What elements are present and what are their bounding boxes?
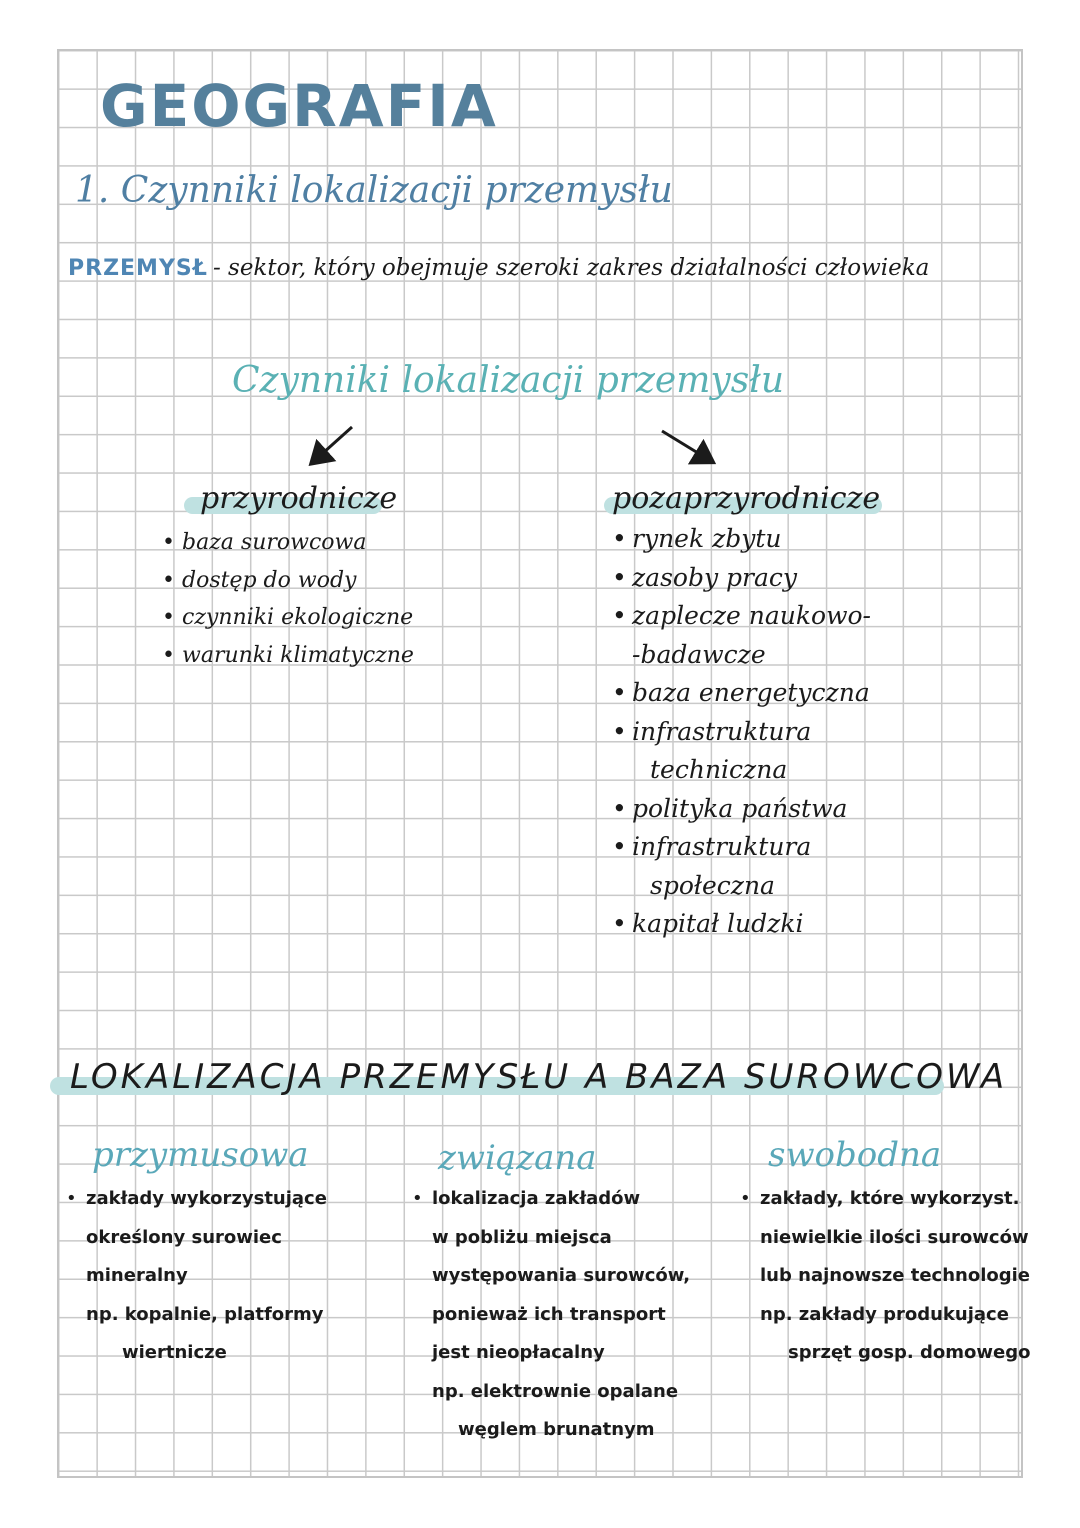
list-item: • baza energetyczna <box>612 674 871 713</box>
list-item: • dostęp do wody <box>162 562 414 600</box>
list-item: • polityka państwa <box>612 790 871 829</box>
list-item: • kapitał ludzki <box>612 905 871 944</box>
category-non-natural: pozaprzyrodnicze <box>612 481 881 516</box>
arrow-left <box>313 427 352 462</box>
page-title: GEOGRAFIA <box>100 72 498 140</box>
column-title-forced: przymusowa <box>92 1135 309 1175</box>
column-line: określony surowiec <box>86 1226 282 1248</box>
list-item: • infrastruktura <box>612 828 871 867</box>
diagram-title: Czynniki lokalizacji przemysłu <box>232 360 785 401</box>
column-free <box>760 1180 1030 1373</box>
column-title-related: związana <box>438 1138 597 1178</box>
category-natural: przyrodnicze <box>200 481 398 516</box>
column-line: • lokalizacja zakładów <box>432 1180 690 1219</box>
column-line: w pobliżu miejsca <box>432 1226 612 1248</box>
column-title-free: swobodna <box>768 1135 942 1175</box>
list-item: • czynniki ekologiczne <box>162 599 414 637</box>
section-title: LOKALIZACJA PRZEMYSŁU A BAZA SUROWCOWA <box>70 1057 1008 1097</box>
column-line: występowania surowców, <box>432 1265 691 1286</box>
column-line: np. kopalnie, platformy <box>86 1303 324 1325</box>
column-line: niewielkie ilości surowców <box>760 1226 1029 1248</box>
list-item: • zasoby pracy <box>612 559 871 598</box>
arrow-right <box>662 431 711 461</box>
column-line: • zakłady wykorzystujące <box>86 1180 327 1219</box>
column-line: mineralny <box>86 1265 188 1286</box>
list-item-continuation: -badawcze <box>632 639 766 669</box>
non-natural-factors-list <box>612 520 871 944</box>
column-line: sprzęt gosp. domowego <box>788 1342 1031 1363</box>
list-item: • baza surowcowa <box>162 524 414 562</box>
column-line: np. elektrownie opalane <box>432 1380 679 1402</box>
definition-text: - sektor, który obejmuje szeroki zakres działalności człowieka <box>212 255 930 281</box>
definition-term: PRZEMYSŁ <box>68 256 208 281</box>
list-item: • infrastruktura <box>612 713 871 752</box>
column-line: lub najnowsze technologie <box>760 1265 1031 1286</box>
list-item-continuation: społeczna <box>650 870 775 900</box>
column-forced <box>86 1180 327 1373</box>
column-related <box>432 1180 690 1450</box>
column-line: ponieważ ich transport <box>432 1303 666 1325</box>
column-line: • zakłady, które wykorzyst. <box>760 1180 1030 1219</box>
natural-factors-list <box>162 524 414 674</box>
list-item: • zaplecze naukowo- <box>612 597 871 636</box>
column-line: węglem brunatnym <box>458 1419 655 1440</box>
column-line: np. zakłady produkujące <box>760 1303 1009 1325</box>
column-line: wiertnicze <box>122 1342 227 1363</box>
section-heading: 1. Czynniki lokalizacji przemysłu <box>75 170 673 211</box>
list-item: • rynek zbytu <box>612 520 871 559</box>
list-item-continuation: techniczna <box>650 755 788 784</box>
list-item: • warunki klimatyczne <box>162 637 414 675</box>
column-line: jest nieopłacalny <box>432 1342 605 1363</box>
